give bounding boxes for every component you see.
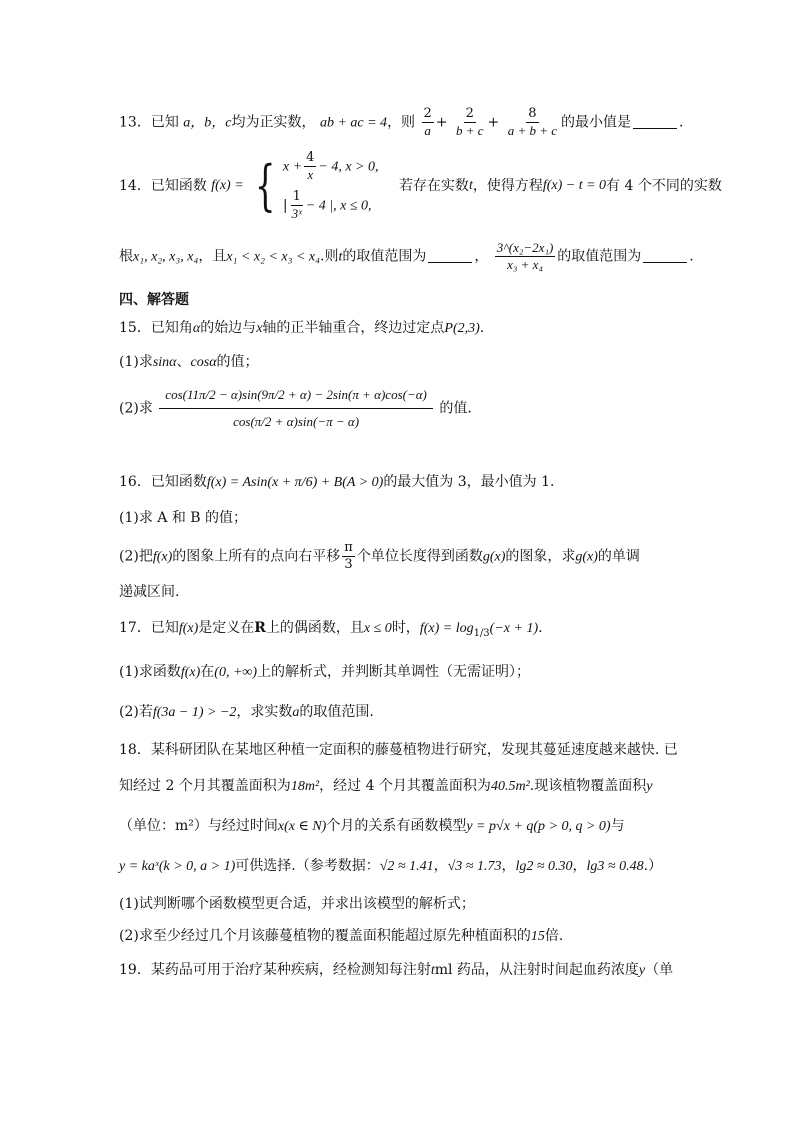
question-17-part-2: (2)若f(3a − 1) > −2，求实数a的取值范围.	[119, 704, 374, 720]
question-18-line-4: y = kaˣ(k > 0, a > 1)可供选择.（参考数据：√2 ≈ 1.41，√3 ≈ 1.73，lg2 ≈ 0.30，lg3 ≈ 0.48.）	[119, 858, 663, 874]
question-15-part-1: (1)求sinα、cosα的值；	[119, 354, 259, 370]
question-16-part-1: (1)求 A 和 B 的值；	[119, 510, 248, 526]
fraction-8-over-abc: $\frac{8}{a + b + c}$	[507, 106, 558, 138]
left-brace: {	[254, 154, 276, 217]
question-15: 15．已知角α的始边与x轴的正半轴重合，终边过定点P(2,3).	[119, 320, 485, 336]
question-14-line-2: 根x₁, x₂, x₃, x₄，且x₁ < x₂ < x₃ < x₄.则t的取值范围为 ， $\frac{\text{3\textasciicircum{}(x₂−2x₁)}}{\text{x₃ + x₄}}$ 的取值范围为 .	[119, 240, 694, 272]
question-18-line-3: （单位：m²）与经过时间x(x ∈ N)个月的关系有函数模型y = p√x + q(p > 0, q > 0)与	[119, 818, 625, 834]
answer-blank	[428, 248, 472, 263]
question-19: 19．某药品可用于治疗某种疾病，经检测知每注射tml 药品，从注射时间起血药浓度y（单	[119, 962, 674, 978]
answer-blank	[643, 248, 687, 263]
question-15-part-2: (2)求 $\frac{\cos(11\pi/2 - \alpha)\sin(9\pi/2 + \alpha) - 2\sin(\pi + \alpha)\cos(-\alpha)}{\cos(\pi/2 + \alpha)\sin(-\pi - \alpha)}$ 的值.	[119, 382, 694, 446]
piecewise-cases	[283, 150, 379, 222]
fraction-exp: $\frac{\text{3\textasciicircum{}(x₂−2x₁)}}{\text{x₃ + x₄}}$	[496, 240, 554, 272]
question-17-part-1: (1)求函数f(x)在(0, +∞)上的解析式，并判断其单调性（无需证明）；	[119, 664, 531, 680]
question-18-part-1: (1)试判断哪个函数模型更合适，并求出该模型的解析式；	[119, 896, 475, 912]
question-16: 16．已知函数f(x) = Asin(x + π/6) + B(A > 0)的最大值为 3，最小值为 1.	[119, 474, 555, 490]
question-16-part-2-line-2: 递减区间.	[119, 584, 180, 600]
case-2: | $\frac{1}{\text{3ˣ}}$ − 4 |, x ≤ 0,	[282, 189, 372, 221]
question-16-part-2: (2)把f(x)的图象上所有的点向右平移 $\frac{\pi}{3}$ 个单位长度得到函数g(x)的图象，求g(x)的单调	[119, 540, 640, 572]
fraction-pi-over-3: $\frac{\pi}{3}$	[344, 540, 353, 572]
question-18: 18．某科研团队在某地区种植一定面积的藤蔓植物进行研究，发现其蔓延速度越来越快. 已	[119, 742, 678, 758]
question-18-line-2: 知经过 2 个月其覆盖面积为18m²，经过 4 个月其覆盖面积为40.5m².现该植物覆盖面积y	[119, 778, 653, 794]
question-18-part-2: (2)求至少经过几个月该藤蔓植物的覆盖面积能超过原先种植面积的15倍.	[119, 928, 564, 944]
section-heading: 四、解答题	[119, 292, 189, 308]
trig-fraction: $\frac{\cos(11\pi/2 - \alpha)\sin(9\pi/2 + \alpha) - 2\sin(\pi + \alpha)\cos(-\alpha)}{\cos(\pi/2 + \alpha)\sin(-\pi - \alpha)}$	[159, 382, 433, 435]
case-1: x + $\frac{4}{x}$ − 4, x > 0,	[282, 150, 379, 182]
answer-blank	[633, 114, 677, 129]
fraction-2-over-b-plus-c: $\frac{2}{b + c}$	[455, 106, 484, 138]
question-14: 14．已知函数 f(x) = { x + $\frac{4}{x}$ − 4, x > 0, | $\frac{1}{\text{3ˣ}}$ − 4 |, x ≤ 0, 若存在实数t，使得方程f(x) − t = 0有 4 个不同的实数	[119, 150, 722, 221]
question-13: 13．已知 a，b，c均为正实数， ab + ac = 4，则 $\frac{2}{a}$ + $\frac{2}{b + c}$ + $\frac{8}{a + b + c}$ 的最小值是 .	[119, 106, 684, 138]
fraction-2-over-a: $\frac{2}{a}$	[423, 106, 432, 138]
question-17: 17．已知f(x)是定义在R上的偶函数，且x ≤ 0时，$f(x) = \log_{1/3}(-x + 1)$.	[119, 620, 543, 639]
